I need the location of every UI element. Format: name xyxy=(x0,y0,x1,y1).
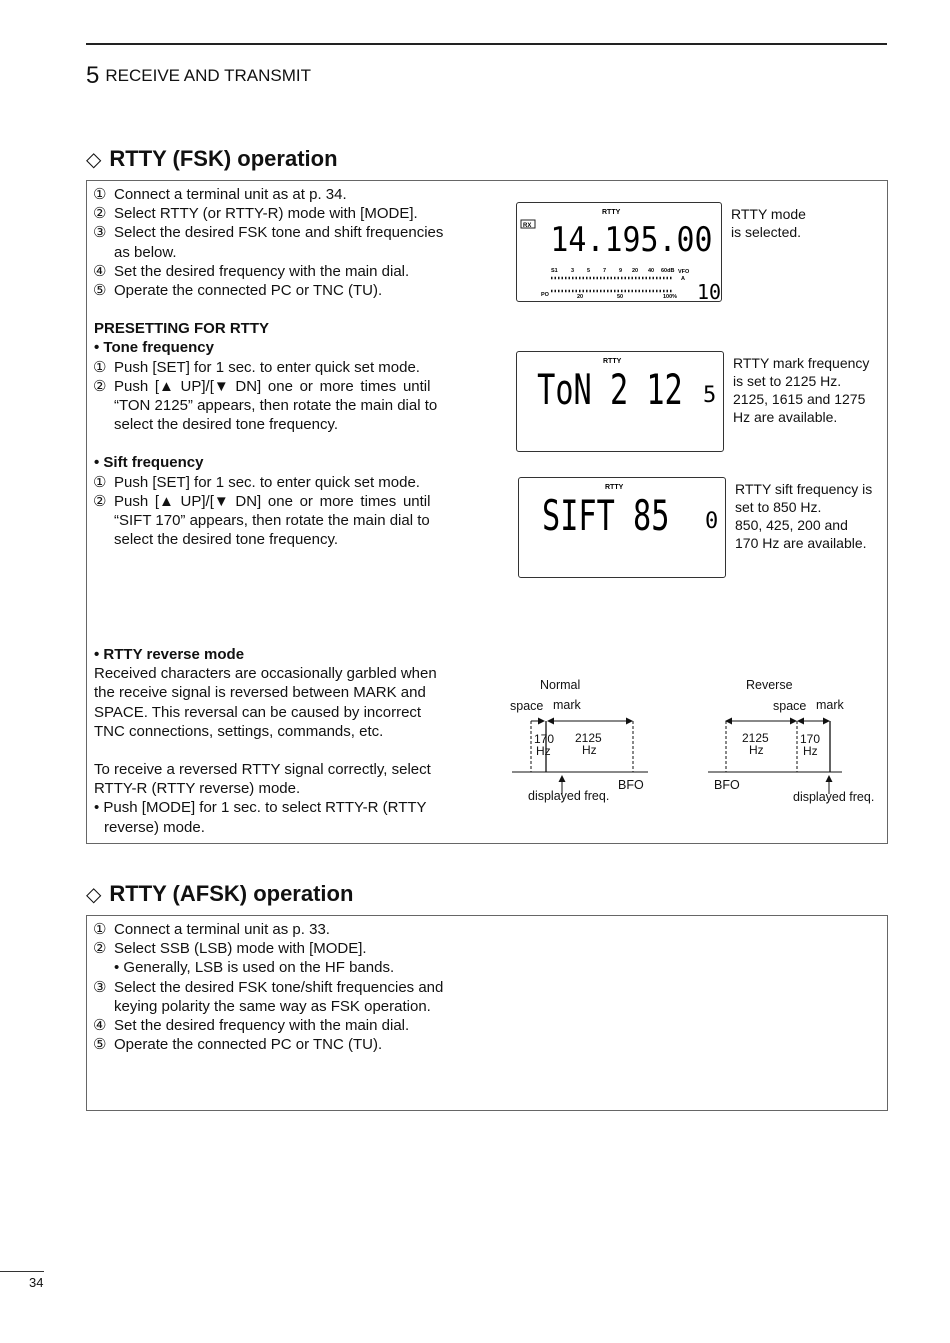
normal-displayed-label: displayed freq. xyxy=(528,789,610,803)
lcd1-caption: RTTY mode is selected. xyxy=(731,206,806,240)
svg-text:9: 9 xyxy=(619,268,623,274)
svg-text:100%: 100% xyxy=(663,294,678,300)
lcd3-small-digit: 0 xyxy=(705,509,719,534)
sift-step-1: ① Push [SET] for 1 sec. to enter quick set mode. xyxy=(93,473,420,491)
lcd-sift-graphic xyxy=(519,478,725,577)
lcd-frequency-graphic xyxy=(517,203,721,301)
reverse-w1-unit: Hz xyxy=(749,743,764,757)
reverse-w2-unit: Hz xyxy=(803,744,818,758)
svg-text:7: 7 xyxy=(603,268,607,274)
reverse-title-label: Reverse xyxy=(746,678,793,692)
normal-w2-value: 2125 xyxy=(575,731,602,745)
afsk-note: • Generally, LSB is used on the HF bands. xyxy=(114,959,395,977)
lcd2-caption: RTTY mark frequency is set to 2125 Hz. 2125, 1615 and 1275 Hz are available. xyxy=(733,355,870,425)
lcd2-mode: RTTY xyxy=(603,358,622,365)
chapter-title: RECEIVE AND TRANSMIT xyxy=(105,66,311,85)
reverse-bfo-label: BFO xyxy=(714,778,740,792)
lcd1-frequency: 14.195.00 xyxy=(550,219,713,260)
memory-channel: 10 xyxy=(697,280,721,301)
lcd-tone-graphic xyxy=(517,352,723,451)
presetting-title: PRESETTING FOR RTTY xyxy=(94,320,270,338)
reverse-w2-value: 170 xyxy=(800,732,821,746)
afsk-text-column xyxy=(87,920,507,1054)
reverse-space-label: space xyxy=(773,699,807,713)
lcd3-caption: RTTY sift frequency is set to 850 Hz. 850, 425, 200 and 170 Hz are available. xyxy=(735,481,873,551)
svg-text:50: 50 xyxy=(617,294,624,300)
fsk-step-5: ⑤ Operate the connected PC or TNC (TU). xyxy=(93,282,383,300)
svg-text:3: 3 xyxy=(571,268,575,274)
fsk-step-1: ① Connect a terminal unit as at p. 34. xyxy=(93,186,347,203)
normal-w1-value: 170 xyxy=(534,732,555,746)
lcd2-small-digit: 5 xyxy=(703,383,717,408)
svg-text:5: 5 xyxy=(587,268,591,274)
lcd3-text: SIFT 85 xyxy=(542,490,670,541)
fsk-text-column xyxy=(87,185,477,549)
normal-w1-unit: Hz xyxy=(536,744,551,758)
diamond-icon: ◇ xyxy=(86,149,102,171)
reverse-displayed-label: displayed freq. xyxy=(793,790,875,804)
normal-diagram xyxy=(510,678,648,803)
reverse-title: • RTTY reverse mode xyxy=(94,646,245,663)
afsk-step-1: ① Connect a terminal unit as p. 33. xyxy=(93,921,330,938)
s-meter-scale xyxy=(551,268,674,274)
rtty-polarity-diagram xyxy=(500,670,886,810)
normal-mark-label: mark xyxy=(553,698,581,712)
lcd-display-sift xyxy=(518,477,726,578)
top-rule xyxy=(86,43,887,45)
fsk-heading-text: RTTY (FSK) operation xyxy=(109,146,338,171)
diamond-icon: ◇ xyxy=(86,884,102,906)
reverse-diagram xyxy=(708,678,874,804)
lcd2-text: ToN 2 12 xyxy=(537,364,683,415)
chapter-header xyxy=(86,62,311,90)
normal-title: Normal xyxy=(540,678,581,692)
normal-space-label: space xyxy=(510,699,544,713)
fsk-step-3: ③ Select the desired FSK tone and shift frequencies as below. xyxy=(93,224,444,261)
reverse-w1-value: 2125 xyxy=(742,731,769,745)
svg-text:20: 20 xyxy=(577,294,584,300)
svg-text:PO: PO xyxy=(541,292,549,298)
tone-step-2: ② Push [▲ UP]/[▼ DN] one or more times until “TON 2125” appears, then rotate the main dial to select the desired tone frequency. xyxy=(93,377,438,434)
fsk-step-2: ② Select RTTY (or RTTY-R) mode with [MODE]. xyxy=(93,205,418,223)
lcd1-mode: RTTY xyxy=(602,209,621,216)
lcd-display-frequency xyxy=(516,202,722,302)
po-scale xyxy=(541,292,677,300)
fsk-heading xyxy=(86,146,338,172)
svg-text:60dB: 60dB xyxy=(661,268,675,274)
afsk-step-5: ⑤ Operate the connected PC or TNC (TU). xyxy=(93,1036,383,1054)
reverse-mark-label: mark xyxy=(816,698,844,712)
afsk-step-2: ② Select SSB (LSB) mode with [MODE]. xyxy=(93,940,367,958)
reverse-text: • RTTY reverse mode Received characters are occasionally garbled when the receive signal is reversed between MARK and SPACE. This reversal can be caused by incorrect TNC connections, settings, commands, etc. To receive a reversed RTTY signal correctly, select RTTY-R (RTTY reverse) mode. • Push [MODE] for 1 sec. to select RTTY-R (RTTY reverse) mode. xyxy=(94,645,474,837)
afsk-heading-text: RTTY (AFSK) operation xyxy=(109,881,354,906)
fsk-step-4: ④ Set the desired frequency with the main dial. xyxy=(93,262,410,280)
afsk-step-4: ④ Set the desired frequency with the main dial. xyxy=(93,1017,410,1035)
chapter-number: 5 xyxy=(86,62,100,89)
vfo-sub-label: A xyxy=(681,276,685,282)
page-number: 34 xyxy=(29,1275,44,1290)
normal-bfo-label: BFO xyxy=(618,778,644,792)
tone-title: • Tone frequency xyxy=(94,339,214,357)
svg-text:20: 20 xyxy=(632,268,639,274)
lcd-display-tone xyxy=(516,351,724,452)
afsk-heading xyxy=(86,881,353,907)
svg-text:40: 40 xyxy=(648,268,655,274)
rx-indicator: RX xyxy=(523,223,532,229)
sift-step-2: ② Push [▲ UP]/[▼ DN] one or more times until “SIFT 170” appears, then rotate the main dial to select the desired tone frequency. xyxy=(93,492,431,549)
tone-step-1: ① Push [SET] for 1 sec. to enter quick set mode. xyxy=(93,358,420,376)
sift-title: • Sift frequency xyxy=(94,454,204,472)
normal-w2-unit: Hz xyxy=(582,743,597,757)
svg-text:S1: S1 xyxy=(551,268,558,274)
afsk-step-3: ③ Select the desired FSK tone/shift frequencies and keying polarity the same way as FSK operation. xyxy=(93,978,444,1015)
page-number-rule xyxy=(0,1271,44,1272)
vfo-label: VFO xyxy=(678,269,690,275)
lcd3-mode: RTTY xyxy=(605,484,624,491)
